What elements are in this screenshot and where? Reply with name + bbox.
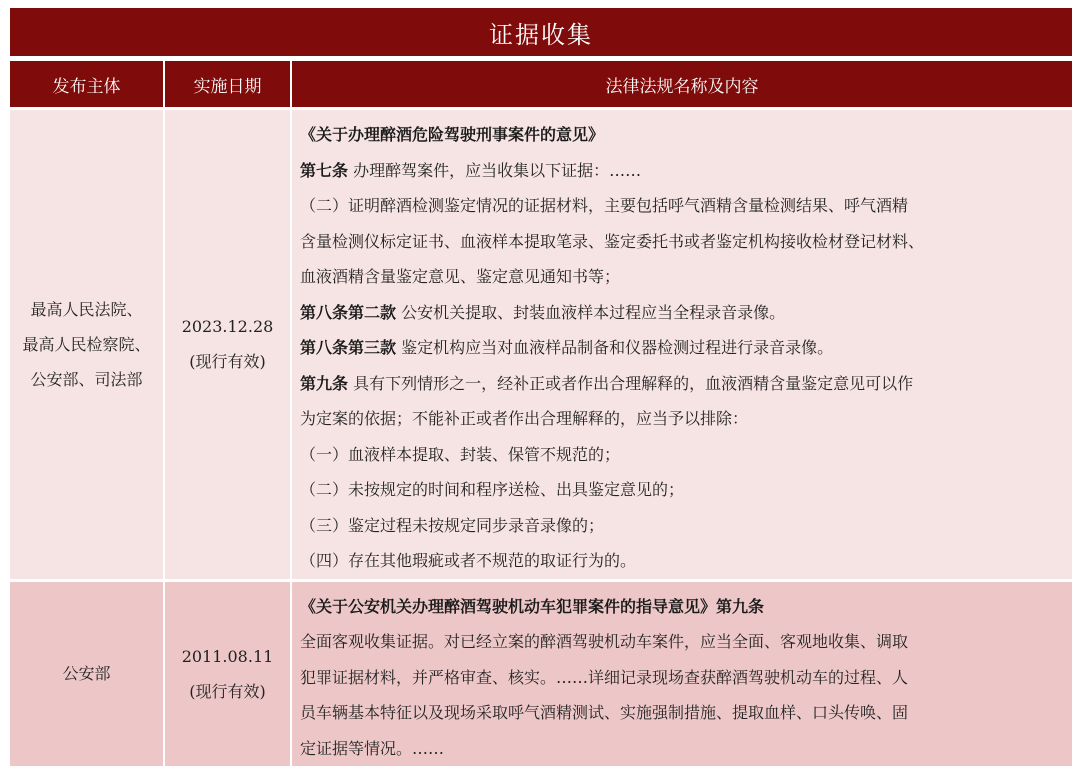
status-text: (现行有效) (165, 344, 290, 379)
content-cell (292, 107, 1072, 579)
content-line: 第八条第三款 鉴定机构应当对血液样品制备和仪器检测过程进行录音录像。 (300, 330, 1066, 366)
status-text: (现行有效) (165, 674, 290, 709)
content-cell (292, 579, 1072, 766)
content-line: 第九条 具有下列情形之一，经补正或者作出合理解释的，血液酒精含量鉴定意见可以作 (300, 366, 1066, 402)
content-line: 犯罪证据材料，并严格审查、核实。……详细记录现场查获醉酒驾驶机动车的过程、人 (300, 660, 1066, 696)
header-issuer: 发布主体 (10, 61, 165, 107)
table-row (10, 579, 1072, 766)
content-line: （三）鉴定过程未按规定同步录音录像的； (300, 508, 1066, 544)
header-content: 法律法规名称及内容 (292, 61, 1072, 107)
content-line: 《关于公安机关办理醉酒驾驶机动车犯罪案件的指导意见》第九条 (300, 589, 1066, 625)
content-line: 全面客观收集证据。对已经立案的醉酒驾驶机动车案件，应当全面、客观地收集、调取 (300, 624, 1066, 660)
content-line: 第七条 办理醉驾案件，应当收集以下证据：…… (300, 153, 1066, 189)
content-line: （一）血液样本提取、封装、保管不规范的； (300, 437, 1066, 473)
content-line: （四）存在其他瑕疵或者不规范的取证行为的。 (300, 543, 1066, 579)
effective-date: 2011.08.11 (165, 639, 290, 674)
issuer-cell (10, 107, 165, 579)
effective-date: 2023.12.28 (165, 309, 290, 344)
regulations-table (10, 61, 1072, 766)
content-line: 为定案的依据；不能补正或者作出合理解释的，应当予以排除： (300, 401, 1066, 437)
content-line: 《关于办理醉酒危险驾驶刑事案件的意见》 (300, 117, 1066, 153)
page-title: 证据收集 (10, 8, 1072, 56)
date-cell (165, 107, 292, 579)
table-header-row (10, 61, 1072, 107)
date-cell (165, 579, 292, 766)
issuer-line: 最高人民法院、 (10, 292, 163, 327)
content-line: 定证据等情况。…… (300, 731, 1066, 766)
issuer-line: 公安部 (10, 656, 163, 691)
content-line: （二）证明醉酒检测鉴定情况的证据材料，主要包括呼气酒精含量检测结果、呼气酒精 (300, 188, 1066, 224)
content-line: 员车辆基本特征以及现场采取呼气酒精测试、实施强制措施、提取血样、口头传唤、固 (300, 695, 1066, 731)
content-line: 第八条第二款 公安机关提取、封装血液样本过程应当全程录音录像。 (300, 295, 1066, 331)
table-row (10, 107, 1072, 579)
content-line: 血液酒精含量鉴定意见、鉴定意见通知书等； (300, 259, 1066, 295)
issuer-line: 最高人民检察院、 (10, 327, 163, 362)
content-line: 含量检测仪标定证书、血液样本提取笔录、鉴定委托书或者鉴定机构接收检材登记材料、 (300, 224, 1066, 260)
header-date: 实施日期 (165, 61, 292, 107)
issuer-line: 公安部、司法部 (10, 362, 163, 397)
content-line: （二）未按规定的时间和程序送检、出具鉴定意见的； (300, 472, 1066, 508)
issuer-cell (10, 579, 165, 766)
